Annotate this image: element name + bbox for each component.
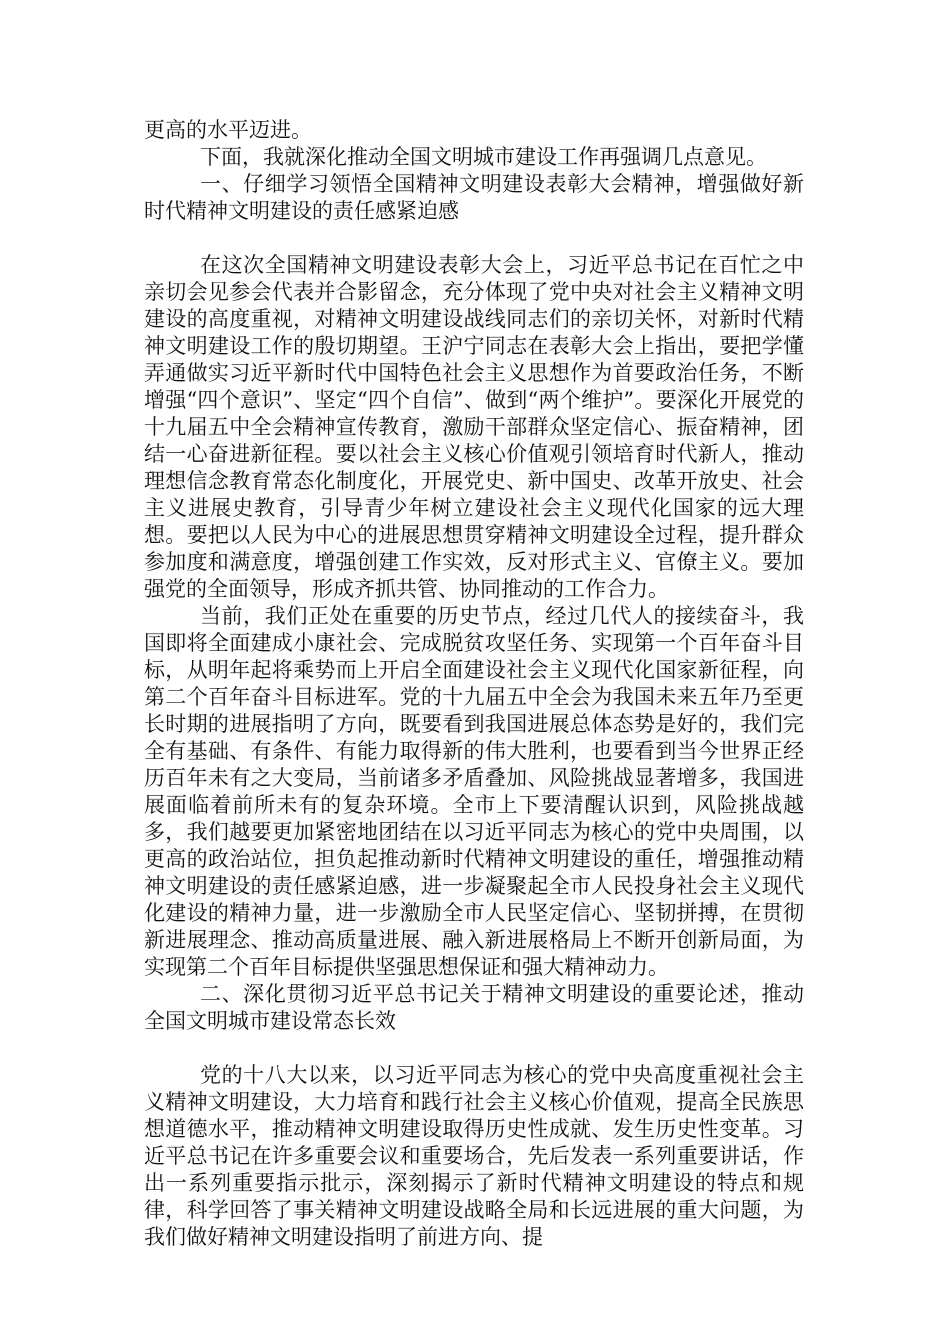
- section-heading-2: 二、深化贯彻习近平总书记关于精神文明建设的重要论述，推动全国文明城市建设常态长效: [144, 982, 804, 1033]
- paragraph-section2-body-1: 党的十八大以来，以习近平同志为核心的党中央高度重视社会主义精神文明建设，大力培育和践行社会主义核心价值观，提高全民族思想道德水平，推动精神文明建设取得历史性成就、发生历史性变革。习近平总书记在许多重要会议和重要场合，先后发表一系列重要讲话，作出一系列重要指示批示，深刻揭示了新时代精神文明建设的特点和规律，科学回答了事关精神文明建设战略全局和长远进展的重大问题，为我们做好精神文明建设指明了前进方向、提: [144, 1063, 804, 1249]
- section-heading-1: 一、仔细学习领悟全国精神文明建设表彰大会精神，增强做好新时代精神文明建设的责任感紧迫感: [144, 172, 804, 223]
- paragraph-continuation: 更高的水平迈进。: [144, 118, 312, 142]
- document-body: [144, 117, 804, 1251]
- paragraph-intro: 下面，我就深化推动全国文明城市建设工作再强调几点意见。: [200, 145, 767, 169]
- paragraph-section1-body-1: 在这次全国精神文明建设表彰大会上，习近平总书记在百忙之中亲切会见参会代表并合影留念，充分体现了党中央对社会主义精神文明建设的高度重视，对精神文明建设战线同志们的亲切关怀，对新时代精神文明建设工作的殷切期望。王沪宁同志在表彰大会上指出，要把学懂弄通做实习近平新时代中国特色社会主义思想作为首要政治任务，不断增强“四个意识”、坚定“四个自信”、做到“两个维护”。要深化开展党的十九届五中全会精神宣传教育，激励干部群众坚定信心、振奋精神，团结一心奋进新征程。要以社会主义核心价值观引领培育时代新人，推动理想信念教育常态化制度化，开展党史、新中国史、改革开放史、社会主义进展史教育，引导青少年树立建设社会主义现代化国家的远大理想。要把以人民为中心的进展思想贯穿精神文明建设全过程，提升群众参加度和满意度，增强创建工作实效，反对形式主义、官僚主义。要加强党的全面领导，形成齐抓共管、协同推动的工作合力。: [144, 253, 804, 601]
- paragraph-section1-body-2: 当前，我们正处在重要的历史节点，经过几代人的接续奋斗，我国即将全面建成小康社会、完成脱贫攻坚任务、实现第一个百年奋斗目标，从明年起将乘势而上开启全面建设社会主义现代化国家新征程，向第二个百年奋斗目标进军。党的十九届五中全会为我国未来五年乃至更长时期的进展指明了方向，既要看到我国进展总体态势是好的，我们完全有基础、有条件、有能力取得新的伟大胜利，也要看到当今世界正经历百年未有之大变局，当前诸多矛盾叠加、风险挑战显著增多，我国进展面临着前所未有的复杂环境。全市上下要清醒认识到，风险挑战越多，我们越要更加紧密地团结在以习近平同志为核心的党中央周围，以更高的政治站位，担负起推动新时代精神文明建设的重任，增强推动精神文明建设的责任感紧迫感，进一步凝聚起全市人民投身社会主义现代化建设的精神力量，进一步激励全市人民坚定信心、坚韧拼搏，在贯彻新进展理念、推动高质量进展、融入新进展格局上不断开创新局面，为实现第二个百年目标提供坚强思想保证和强大精神动力。: [144, 604, 804, 979]
